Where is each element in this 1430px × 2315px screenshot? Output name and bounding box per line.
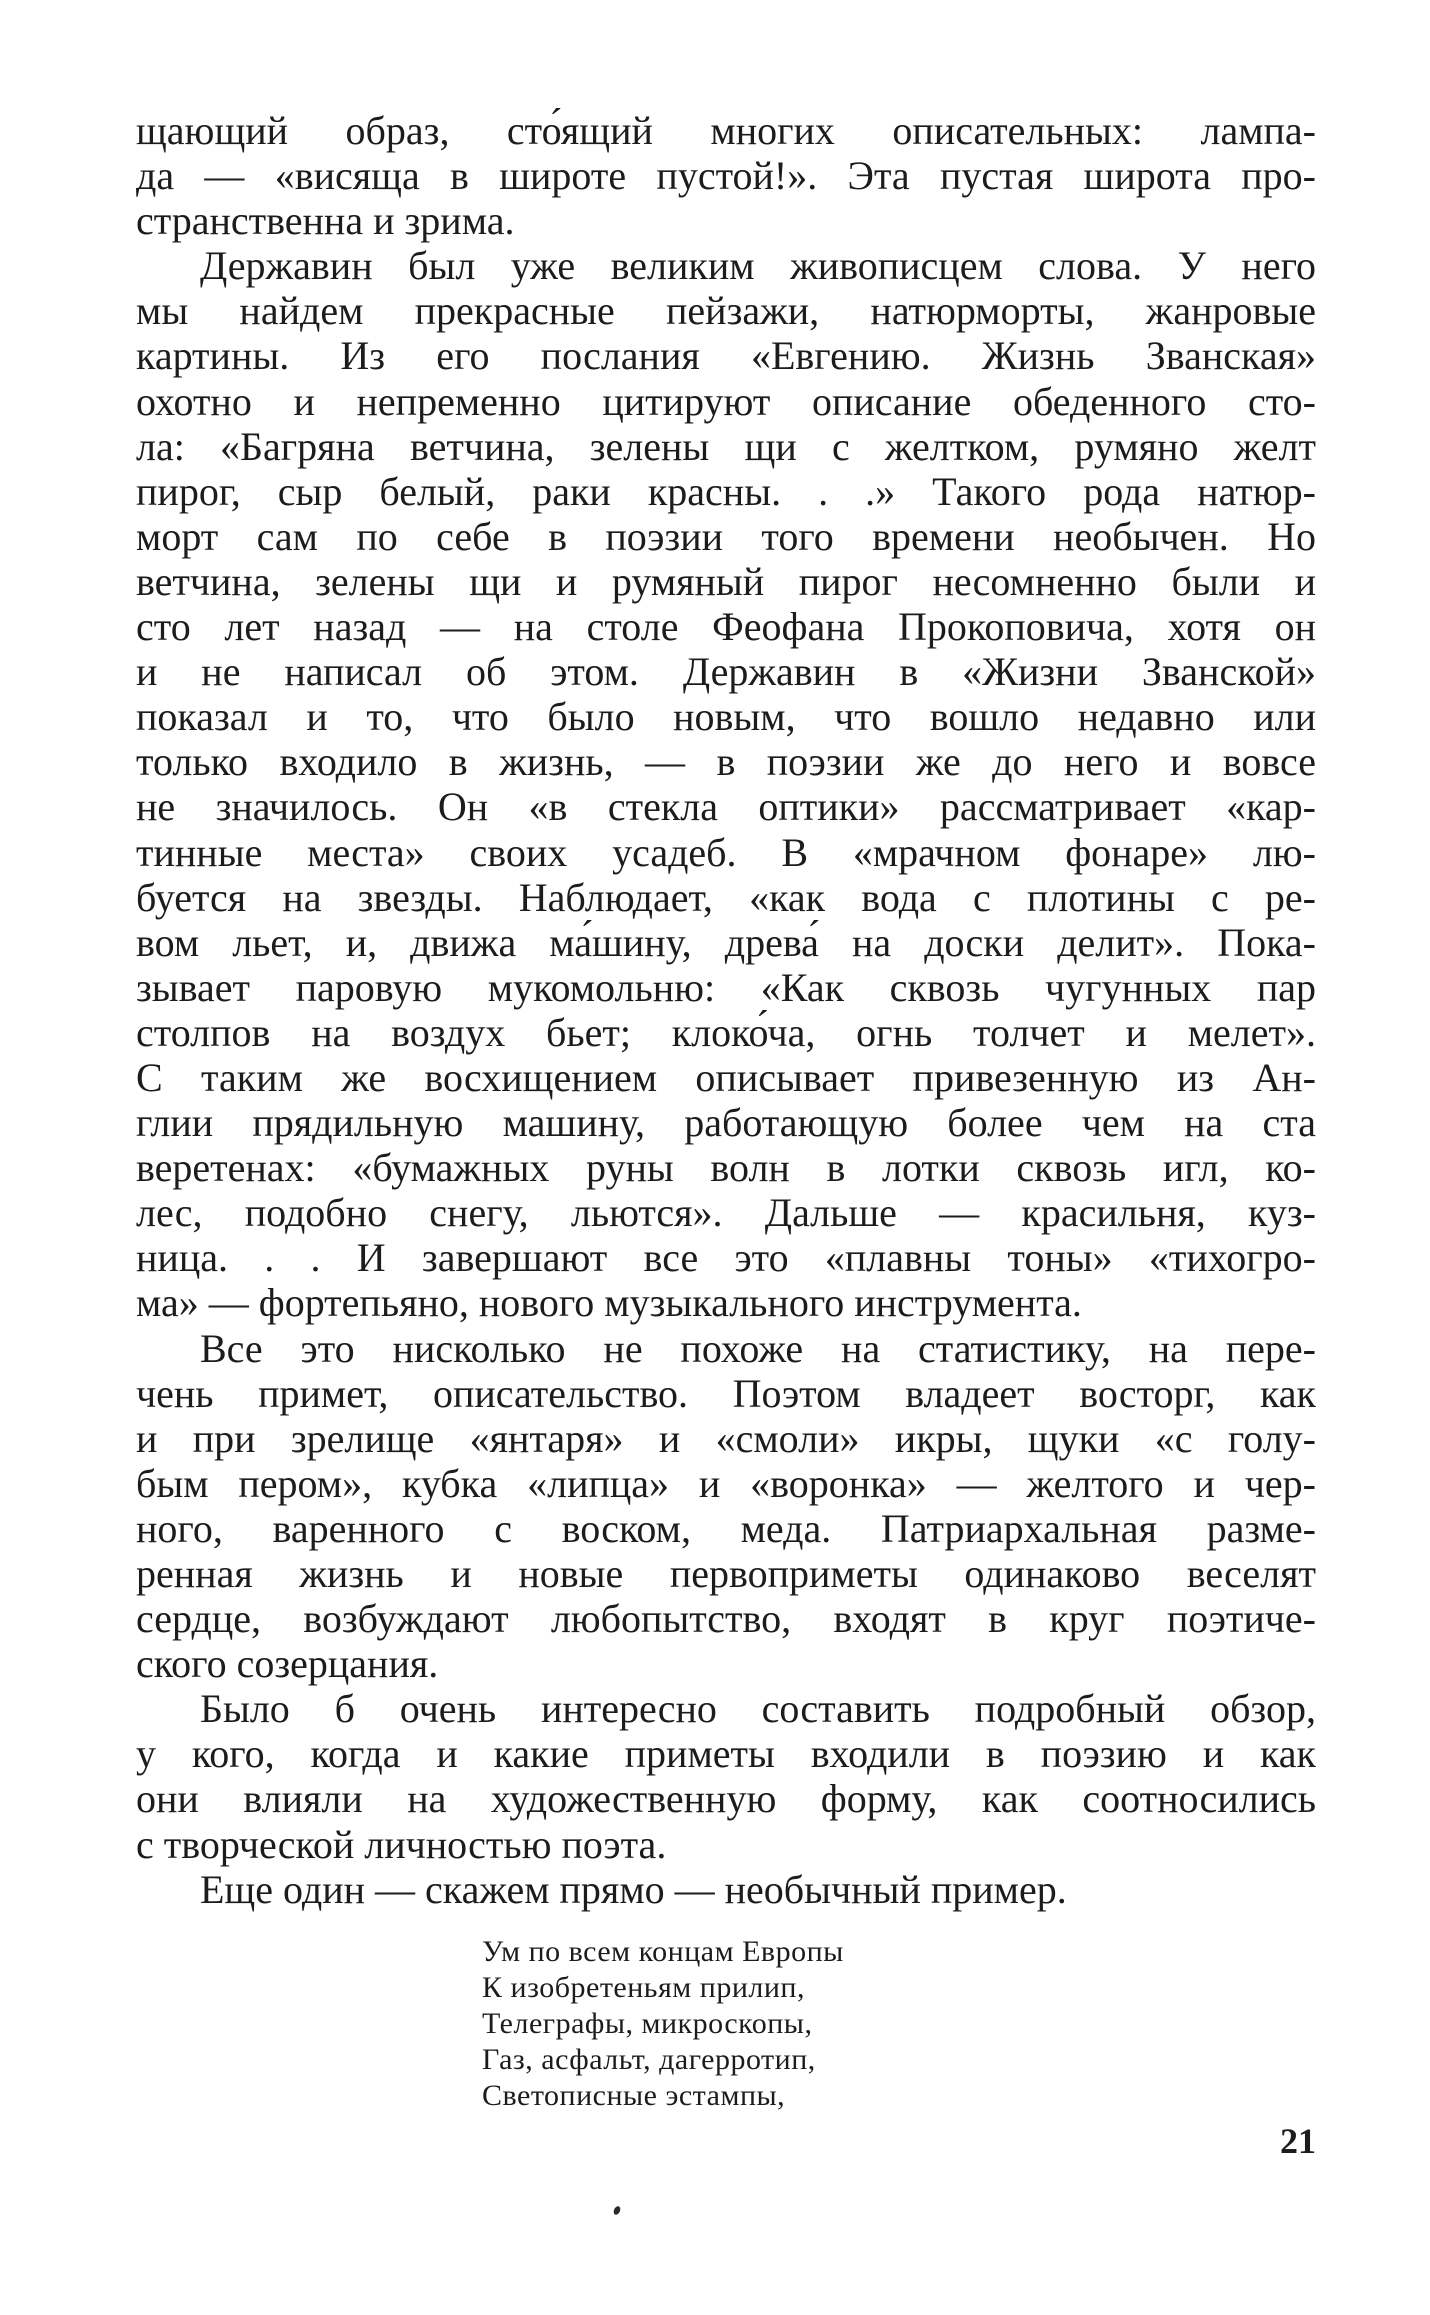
text-line: столпов на воздух бьет; клоко́ча, огнь толчет и мелет». (136, 1009, 1316, 1055)
text-line: ного, варенного с воском, меда. Патриархальная разме- (136, 1505, 1316, 1551)
text-line: глии прядильную машину, работающую более чем на ста (136, 1100, 1316, 1146)
text-line: не значилось. Он «в стекла оптики» рассматривает «кар- (136, 784, 1316, 830)
text-line: у кого, когда и какие приметы входили в поэзию и как (136, 1731, 1316, 1777)
text-line: показал и то, что было новым, что вошло недавно или (136, 694, 1316, 740)
text-line: ского созерцания. (136, 1641, 439, 1687)
text-line: вом льет, и, движа ма́шину, древа́ на доски делит». Пока- (136, 919, 1316, 965)
poem-line: К изобретеньям прилип, (482, 1971, 805, 2004)
text-line: С таким же восхищением описывает привезенную из Ан- (136, 1054, 1316, 1100)
body-text (136, 108, 1316, 1912)
text-line: и не написал об этом. Державин в «Жизни Званской» (136, 649, 1316, 695)
text-line: с творческой личностью поэта. (136, 1821, 667, 1867)
text-line: бым пером», кубка «липца» и «воронка» — желтого и чер- (136, 1460, 1316, 1506)
poem-line: Светописные эстампы, (482, 2079, 786, 2112)
text-line: сто лет назад — на столе Феофана Прокоповича, хотя он (136, 604, 1316, 650)
text-line: странственна и зрима. (136, 198, 515, 244)
text-line: охотно и непременно цитируют описание обеденного сто- (136, 378, 1316, 424)
text-line: мы найдем прекрасные пейзажи, натюрморты, жанровые (136, 288, 1316, 334)
text-line: Все это нисколько не похоже на статистику, на пере- (200, 1325, 1316, 1371)
text-line: веретенах: «бумажных руны волн в лотки сквозь игл, ко- (136, 1145, 1316, 1191)
text-line: и при зрелище «янтаря» и «смоли» икры, щуки «с голу- (136, 1415, 1316, 1461)
text-line: морт сам по себе в поэзии того времени необычен. Но (136, 513, 1316, 559)
text-line: щающий образ, сто́ящий многих описательных: лампа- (136, 108, 1316, 153)
text-line: Еще один — скажем прямо — необычный пример. (200, 1866, 1067, 1912)
poem-line: Газ, асфальт, дагерротип, (482, 2043, 816, 2076)
text-line: картины. Из его послания «Евгению. Жизнь Званская» (136, 333, 1316, 379)
text-line: лес, подобно снегу, льются». Дальше — красильня, куз- (136, 1190, 1316, 1236)
ink-speck (612, 2205, 621, 2216)
text-line: зывает паровую мукомольню: «Как сквозь чугунных пар (136, 964, 1316, 1010)
poem-quote (482, 1934, 1082, 2114)
text-line: Было б очень интересно составить подробный обзор, (200, 1686, 1316, 1732)
text-line: чень примет, описательство. Поэтом владеет восторг, как (136, 1370, 1316, 1416)
text-line: да — «висяща в широте пустой!». Эта пустая широта про- (136, 153, 1316, 199)
text-line: буется на звезды. Наблюдает, «как вода с плотины с ре- (136, 874, 1316, 920)
page-number: 21 (1280, 2121, 1316, 2161)
text-line: сердце, возбуждают любопытство, входят в круг поэтиче- (136, 1596, 1316, 1642)
poem-line: Ум по всем концам Европы (482, 1935, 844, 1968)
text-line: ренная жизнь и новые первоприметы одинаково веселят (136, 1551, 1316, 1596)
text-line: ница. . . И завершают все это «плавны тоны» «тихогро- (136, 1235, 1316, 1281)
text-line: ма» — фортепьяно, нового музыкального инструмента. (136, 1280, 1082, 1326)
text-line: тинные места» своих усадеб. В «мрачном фонаре» лю- (136, 829, 1316, 875)
text-line: ла: «Багряна ветчина, зелены щи с желтком, румяно желт (136, 423, 1316, 469)
poem-line: Телеграфы, микроскопы, (482, 2007, 813, 2040)
text-line: только входило в жизнь, — в поэзии же до него и вовсе (136, 739, 1316, 785)
text-line: Державин был уже великим живописцем слова. У него (200, 243, 1316, 289)
text-line: пирог, сыр белый, раки красны. . .» Такого рода натюр- (136, 468, 1316, 514)
text-line: они влияли на художественную форму, как соотносились (136, 1776, 1316, 1822)
text-line: ветчина, зелены щи и румяный пирог несомненно были и (136, 558, 1316, 604)
